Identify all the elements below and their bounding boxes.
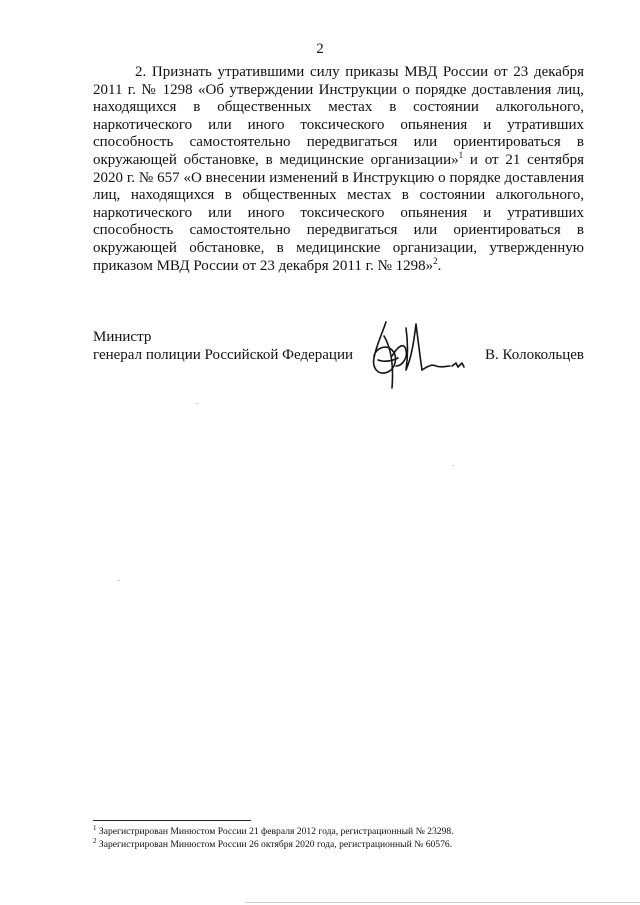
footnote-ref-1[interactable]: 1: [458, 149, 464, 160]
footnote-1: [93, 825, 593, 838]
footnote-separator: [93, 820, 251, 821]
paragraph-end: .: [437, 257, 442, 274]
footnote-text: Зарегистрирован Минюстом России 26 октября 2020 года, регистрационный № 60576.: [96, 839, 453, 850]
footnote-ref-2[interactable]: 2: [433, 255, 438, 266]
scan-speck: [452, 465, 454, 466]
signatory-position: Министр: [93, 329, 152, 345]
scan-edge-line: [245, 902, 640, 903]
body-paragraph: [93, 64, 584, 275]
scan-speck: [196, 403, 198, 404]
scan-speck: [118, 580, 120, 581]
page-number: 2: [316, 41, 324, 57]
signatory-name: В. Колокольцев: [485, 347, 584, 363]
signatory-rank: генерал полиции Российской Федерации: [93, 347, 354, 363]
signatory-title: [93, 328, 353, 364]
footnotes: [93, 825, 593, 851]
handwritten-signature: [362, 316, 472, 394]
paragraph-part-2: и от 21 сентября 2020 г. № 657 «О внесении изменений в Инструкцию о порядке доставления лиц, находящихся в общественных местах в состоянии алкогольного, наркотического или иного токсического опьянения и утративших способность самостоятельно передвигаться или ориентироваться в окружающей обстановке, в медицинские организации, утвержденную приказом МВД России от 23 декабря 2011 г. № 1298»: [93, 151, 584, 274]
paragraph-part-1: 2. Признать утратившими силу приказы МВД России от 23 декабря 2011 г. № 1298 «Об утверждении Инструкции о порядке доставления лиц, находящихся в общественных местах в состоянии алкогольного, наркотического или иного токсического опьянения и утративших способность самостоятельно передвигаться или ориентироваться в окружающей обстановке, в медицинские организации»: [93, 64, 584, 168]
footnote-mark: 2: [93, 836, 97, 845]
footnote-text: Зарегистрирован Минюстом России 21 февраля 2012 года, регистрационный № 23298.: [96, 826, 454, 837]
footnote-2: [93, 838, 593, 851]
footnote-mark: 1: [93, 823, 97, 832]
